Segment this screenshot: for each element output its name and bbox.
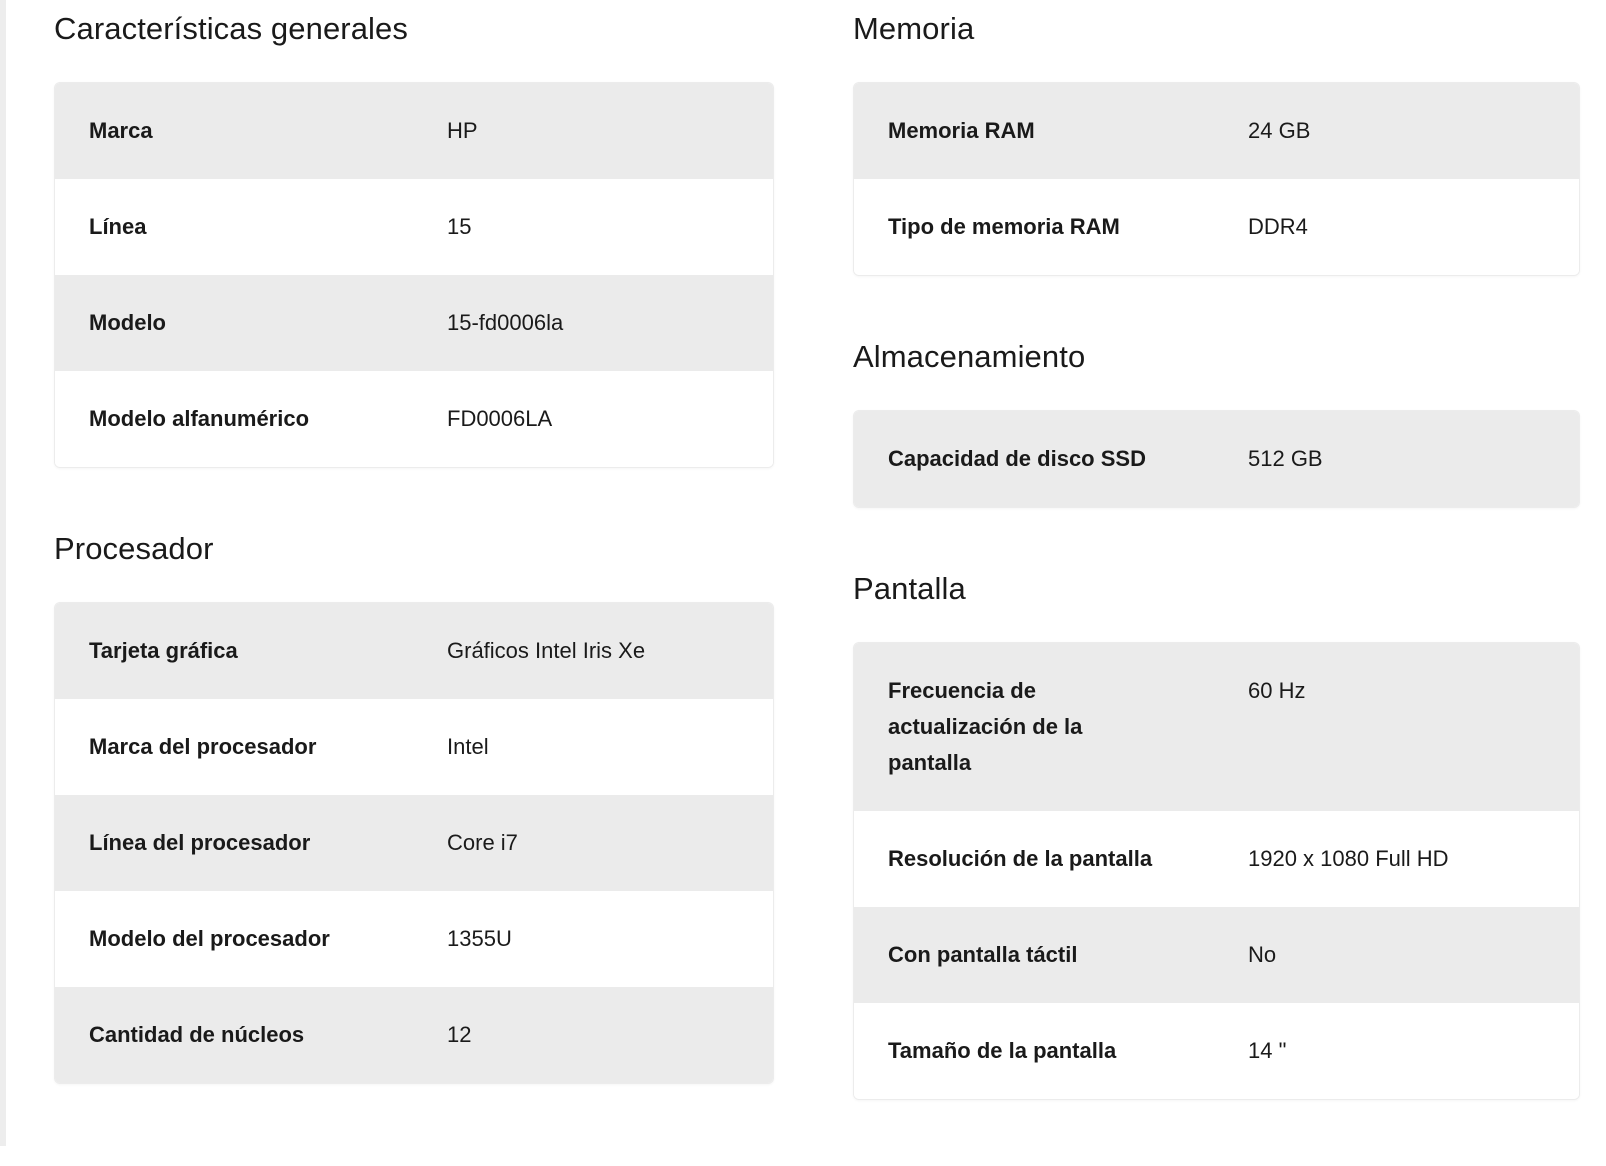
spec-label: Línea bbox=[89, 214, 147, 239]
spec-table bbox=[54, 82, 774, 468]
spec-row-marca-procesador bbox=[55, 699, 773, 795]
specs-left-column bbox=[54, 0, 774, 1150]
page-left-border bbox=[0, 0, 6, 1146]
spec-row-linea bbox=[55, 179, 773, 275]
spec-label: Línea del procesador bbox=[89, 830, 311, 855]
spec-label: Memoria RAM bbox=[888, 118, 1035, 143]
section-general bbox=[54, 4, 774, 468]
spec-value: 15-fd0006la bbox=[447, 310, 564, 335]
spec-label: Tipo de memoria RAM bbox=[888, 214, 1120, 239]
spec-table bbox=[853, 82, 1580, 276]
spec-value: 60 Hz bbox=[1248, 678, 1306, 703]
section-title: Memoria bbox=[853, 11, 975, 46]
spec-value: DDR4 bbox=[1248, 214, 1308, 239]
spec-label: Modelo del procesador bbox=[89, 926, 330, 951]
spec-row-tarjeta-grafica bbox=[55, 603, 773, 699]
spec-table bbox=[54, 602, 774, 1084]
spec-row-modelo-procesador bbox=[55, 891, 773, 987]
spec-label: Tamaño de la pantalla bbox=[888, 1038, 1117, 1063]
spec-value: Core i7 bbox=[447, 830, 518, 855]
spec-table bbox=[853, 642, 1580, 1100]
spec-row-cantidad-nucleos bbox=[55, 987, 773, 1083]
spec-row-resolucion bbox=[854, 811, 1579, 907]
spec-value: 24 GB bbox=[1248, 118, 1311, 143]
specs-right-column bbox=[853, 0, 1580, 1166]
section-storage bbox=[853, 332, 1580, 508]
spec-row-modelo bbox=[55, 275, 773, 371]
spec-row-tamano-pantalla bbox=[854, 1003, 1579, 1099]
spec-value: HP bbox=[447, 118, 478, 143]
spec-table bbox=[853, 410, 1580, 508]
spec-value: Intel bbox=[447, 734, 489, 759]
spec-label: Frecuencia de actualización de la pantalla bbox=[888, 678, 1083, 775]
spec-label: Modelo alfanumérico bbox=[89, 406, 310, 431]
section-title: Características generales bbox=[54, 11, 408, 46]
spec-value: 1920 x 1080 Full HD bbox=[1248, 846, 1449, 871]
spec-value: 512 GB bbox=[1248, 446, 1323, 471]
section-title: Pantalla bbox=[853, 571, 966, 606]
spec-row-pantalla-tactil bbox=[854, 907, 1579, 1003]
spec-label: Tarjeta gráfica bbox=[89, 638, 238, 663]
spec-label: Cantidad de núcleos bbox=[89, 1022, 305, 1047]
spec-value: FD0006LA bbox=[447, 406, 553, 431]
spec-value: 1355U bbox=[447, 926, 512, 951]
spec-label: Marca del procesador bbox=[89, 734, 317, 759]
spec-value: 14 " bbox=[1248, 1038, 1287, 1063]
spec-value: 15 bbox=[447, 214, 472, 239]
spec-label: Modelo bbox=[89, 310, 166, 335]
spec-row-memoria-ram bbox=[854, 83, 1579, 179]
spec-row-modelo-alfanumerico bbox=[55, 371, 773, 467]
spec-label: Con pantalla táctil bbox=[888, 942, 1078, 967]
spec-row-frecuencia bbox=[854, 643, 1579, 811]
section-title: Almacenamiento bbox=[853, 339, 1086, 374]
section-display bbox=[853, 564, 1580, 1100]
spec-row-tipo-memoria bbox=[854, 179, 1579, 275]
spec-label: Resolución de la pantalla bbox=[888, 846, 1153, 871]
section-title: Procesador bbox=[54, 531, 214, 566]
spec-row-marca bbox=[55, 83, 773, 179]
spec-value: No bbox=[1248, 942, 1277, 967]
section-memory bbox=[853, 4, 1580, 276]
spec-row-linea-procesador bbox=[55, 795, 773, 891]
spec-label: Marca bbox=[89, 118, 153, 143]
spec-value: Gráficos Intel Iris Xe bbox=[447, 638, 646, 663]
section-processor bbox=[54, 524, 774, 1084]
spec-label: Capacidad de disco SSD bbox=[888, 446, 1146, 471]
spec-value: 12 bbox=[447, 1022, 472, 1047]
spec-row-capacidad-ssd bbox=[854, 411, 1579, 507]
